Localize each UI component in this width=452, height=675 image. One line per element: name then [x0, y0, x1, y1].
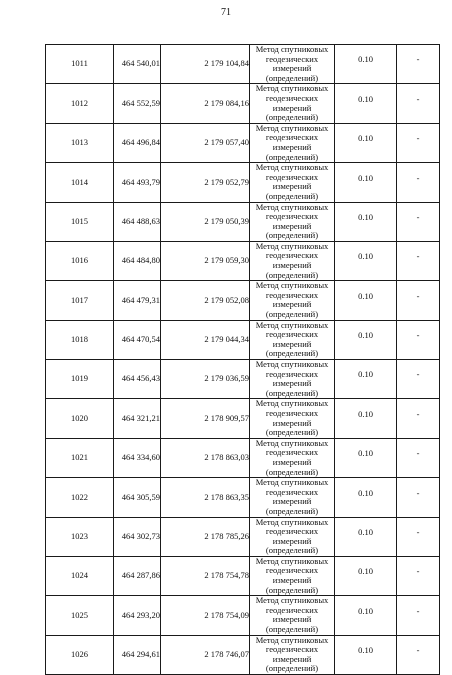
- point-number-cell: 1019: [46, 360, 114, 399]
- accuracy-cell: [335, 320, 397, 359]
- note-value: -: [416, 251, 420, 262]
- y-coordinate-cell: 2 179 052,08: [161, 281, 250, 320]
- x-coordinate-cell: 464 470,54: [114, 320, 161, 359]
- note-cell: [397, 123, 440, 162]
- x-coordinate-cell: 464 496,84: [114, 123, 161, 162]
- x-coordinate-cell: 464 334,60: [114, 438, 161, 477]
- table-row: [46, 596, 440, 635]
- method-line: Метод спутниковых: [255, 240, 329, 251]
- method-line: геодезических измерений: [265, 171, 319, 192]
- note-cell: [397, 360, 440, 399]
- note-value: -: [416, 369, 420, 380]
- note-value: -: [416, 54, 420, 65]
- accuracy-value: 0.10: [358, 172, 373, 183]
- accuracy-cell: [335, 241, 397, 280]
- method-cell: [250, 556, 335, 595]
- note-value: -: [416, 93, 420, 104]
- method-line: Метод спутниковых: [255, 359, 329, 369]
- x-coordinate-cell: 464 302,73: [114, 517, 161, 556]
- method-line: Метод спутниковых: [255, 83, 329, 94]
- method-cell: [250, 281, 335, 320]
- method-line: геодезических измерений: [265, 447, 319, 467]
- method-cell: [250, 517, 335, 556]
- method-line: Метод спутниковых: [255, 44, 329, 54]
- method-line: (определений): [265, 72, 319, 83]
- x-coordinate-cell: 464 456,43: [114, 360, 161, 399]
- method-line: геодезических измерений: [265, 644, 319, 664]
- note-value: -: [416, 330, 420, 341]
- note-value: -: [416, 566, 420, 577]
- x-coordinate-cell: 464 552,59: [114, 84, 161, 123]
- x-coordinate-cell: 464 540,01: [114, 45, 161, 84]
- point-number-cell: 1016: [46, 241, 114, 280]
- y-coordinate-cell: 2 178 754,78: [161, 556, 250, 595]
- note-value: -: [416, 526, 420, 537]
- table-row: [46, 556, 440, 595]
- point-number-cell: 1012: [46, 84, 114, 123]
- y-coordinate-cell: 2 179 057,40: [161, 123, 250, 162]
- y-coordinate-cell: 2 179 059,30: [161, 241, 250, 280]
- point-number-cell: 1013: [46, 123, 114, 162]
- accuracy-value: 0.10: [358, 526, 373, 537]
- method-cell: [250, 123, 335, 162]
- note-value: -: [416, 605, 420, 616]
- table-row: [46, 45, 440, 84]
- method-line: геодезических измерений: [265, 92, 319, 113]
- method-line: геодезических измерений: [265, 329, 319, 349]
- table-row: [46, 360, 440, 399]
- accuracy-cell: [335, 635, 397, 674]
- method-cell: [250, 399, 335, 438]
- table-row: [46, 202, 440, 241]
- accuracy-cell: [335, 438, 397, 477]
- table-row: [46, 635, 440, 674]
- method-line: Метод спутниковых: [255, 201, 329, 212]
- note-value: -: [416, 408, 420, 419]
- y-coordinate-cell: 2 178 785,26: [161, 517, 250, 556]
- y-coordinate-cell: 2 179 044,34: [161, 320, 250, 359]
- note-value: -: [416, 487, 420, 498]
- method-line: (определений): [265, 190, 319, 201]
- point-number-cell: 1023: [46, 517, 114, 556]
- accuracy-cell: [335, 360, 397, 399]
- point-number-cell: 1011: [46, 45, 114, 84]
- accuracy-cell: [335, 84, 397, 123]
- y-coordinate-cell: 2 178 863,35: [161, 478, 250, 517]
- note-cell: [397, 517, 440, 556]
- accuracy-value: 0.10: [358, 290, 373, 301]
- point-number-cell: 1021: [46, 438, 114, 477]
- method-line: Метод спутниковых: [255, 516, 329, 527]
- table-row: [46, 123, 440, 162]
- method-cell: [250, 596, 335, 635]
- method-line: геодезических измерений: [265, 53, 319, 74]
- y-coordinate-cell: 2 179 050,39: [161, 202, 250, 241]
- method-line: Метод спутниковых: [255, 398, 329, 409]
- x-coordinate-cell: 464 484,80: [114, 241, 161, 280]
- point-number-cell: 1024: [46, 556, 114, 595]
- method-line: (определений): [265, 663, 319, 674]
- note-cell: [397, 84, 440, 123]
- x-coordinate-cell: 464 479,31: [114, 281, 161, 320]
- method-line: (определений): [265, 112, 319, 123]
- method-line: геодезических измерений: [265, 368, 319, 389]
- note-value: -: [416, 133, 420, 144]
- method-cell: [250, 635, 335, 674]
- method-line: геодезических измерений: [265, 565, 319, 586]
- accuracy-value: 0.10: [358, 211, 373, 222]
- method-line: геодезических измерений: [265, 486, 319, 507]
- method-cell: [250, 478, 335, 517]
- coordinates-table-body: [46, 45, 440, 675]
- method-line: Метод спутниковых: [255, 319, 329, 330]
- method-line: Метод спутниковых: [255, 437, 329, 448]
- note-cell: [397, 478, 440, 517]
- accuracy-cell: [335, 202, 397, 241]
- note-value: -: [416, 211, 420, 222]
- accuracy-cell: [335, 281, 397, 320]
- method-cell: [250, 438, 335, 477]
- x-coordinate-cell: 464 488,63: [114, 202, 161, 241]
- method-line: геодезических измерений: [265, 211, 319, 231]
- accuracy-cell: [335, 45, 397, 84]
- note-cell: [397, 635, 440, 674]
- x-coordinate-cell: 464 305,59: [114, 478, 161, 517]
- accuracy-value: 0.10: [358, 645, 373, 656]
- coordinates-table: [45, 44, 440, 675]
- note-cell: [397, 320, 440, 359]
- y-coordinate-cell: 2 178 863,03: [161, 438, 250, 477]
- method-line: (определений): [265, 387, 319, 398]
- method-line: Метод спутниковых: [255, 162, 329, 173]
- method-cell: [250, 45, 335, 84]
- note-value: -: [416, 448, 420, 459]
- accuracy-cell: [335, 123, 397, 162]
- table-row: [46, 478, 440, 517]
- note-cell: [397, 596, 440, 635]
- table-row: [46, 399, 440, 438]
- method-line: (определений): [265, 230, 319, 241]
- note-cell: [397, 438, 440, 477]
- note-value: -: [416, 290, 420, 301]
- point-number-cell: 1020: [46, 399, 114, 438]
- y-coordinate-cell: 2 179 052,79: [161, 163, 250, 202]
- method-line: геодезических измерений: [265, 526, 319, 546]
- method-line: Метод спутниковых: [255, 477, 329, 488]
- y-coordinate-cell: 2 179 104,84: [161, 45, 250, 84]
- x-coordinate-cell: 464 287,86: [114, 556, 161, 595]
- method-line: (определений): [265, 427, 319, 438]
- method-line: Метод спутниковых: [255, 280, 329, 291]
- accuracy-value: 0.10: [358, 330, 373, 341]
- note-cell: [397, 241, 440, 280]
- y-coordinate-cell: 2 178 909,57: [161, 399, 250, 438]
- accuracy-value: 0.10: [358, 369, 373, 380]
- method-line: Метод спутниковых: [255, 555, 329, 566]
- method-cell: [250, 241, 335, 280]
- note-cell: [397, 202, 440, 241]
- method-cell: [250, 360, 335, 399]
- method-line: геодезических измерений: [265, 250, 319, 271]
- table-row: [46, 163, 440, 202]
- point-number-cell: 1026: [46, 635, 114, 674]
- y-coordinate-cell: 2 178 754,09: [161, 596, 250, 635]
- method-cell: [250, 202, 335, 241]
- point-number-cell: 1022: [46, 478, 114, 517]
- y-coordinate-cell: 2 179 036,59: [161, 360, 250, 399]
- method-line: геодезических измерений: [265, 407, 319, 428]
- method-line: (определений): [265, 584, 319, 595]
- accuracy-value: 0.10: [358, 54, 373, 65]
- accuracy-value: 0.10: [358, 605, 373, 616]
- y-coordinate-cell: 2 179 084,16: [161, 84, 250, 123]
- table-row: [46, 281, 440, 320]
- method-line: (определений): [265, 269, 319, 280]
- accuracy-value: 0.10: [358, 133, 373, 144]
- method-line: (определений): [265, 151, 319, 162]
- table-row: [46, 517, 440, 556]
- page-number: 71: [221, 7, 231, 18]
- accuracy-cell: [335, 556, 397, 595]
- table-row: [46, 84, 440, 123]
- point-number-cell: 1017: [46, 281, 114, 320]
- note-cell: [397, 399, 440, 438]
- method-line: (определений): [265, 505, 319, 516]
- method-line: геодезических измерений: [265, 289, 319, 310]
- accuracy-value: 0.10: [358, 448, 373, 459]
- point-number-cell: 1025: [46, 596, 114, 635]
- note-cell: [397, 281, 440, 320]
- method-line: Метод спутниковых: [255, 122, 329, 133]
- method-line: геодезических измерений: [265, 132, 319, 152]
- method-line: (определений): [265, 545, 319, 556]
- accuracy-value: 0.10: [358, 408, 373, 419]
- accuracy-value: 0.10: [358, 251, 373, 262]
- accuracy-value: 0.10: [358, 566, 373, 577]
- x-coordinate-cell: 464 293,20: [114, 596, 161, 635]
- point-number-cell: 1015: [46, 202, 114, 241]
- accuracy-cell: [335, 399, 397, 438]
- accuracy-cell: [335, 478, 397, 517]
- method-cell: [250, 163, 335, 202]
- method-cell: [250, 320, 335, 359]
- note-value: -: [416, 645, 420, 656]
- note-value: -: [416, 172, 420, 183]
- method-line: (определений): [265, 624, 319, 635]
- point-number-cell: 1018: [46, 320, 114, 359]
- method-line: (определений): [265, 348, 319, 359]
- note-cell: [397, 45, 440, 84]
- accuracy-cell: [335, 517, 397, 556]
- method-line: Метод спутниковых: [255, 634, 329, 645]
- method-line: (определений): [265, 309, 319, 320]
- accuracy-cell: [335, 163, 397, 202]
- method-line: Метод спутниковых: [255, 595, 329, 606]
- method-line: геодезических измерений: [265, 604, 319, 625]
- note-cell: [397, 163, 440, 202]
- point-number-cell: 1014: [46, 163, 114, 202]
- table-row: [46, 320, 440, 359]
- accuracy-value: 0.10: [358, 487, 373, 498]
- table-row: [46, 241, 440, 280]
- accuracy-cell: [335, 596, 397, 635]
- method-cell: [250, 84, 335, 123]
- accuracy-value: 0.10: [358, 93, 373, 104]
- table-row: [46, 438, 440, 477]
- x-coordinate-cell: 464 321,21: [114, 399, 161, 438]
- y-coordinate-cell: 2 178 746,07: [161, 635, 250, 674]
- x-coordinate-cell: 464 493,79: [114, 163, 161, 202]
- x-coordinate-cell: 464 294,61: [114, 635, 161, 674]
- note-cell: [397, 556, 440, 595]
- method-line: (определений): [265, 466, 319, 477]
